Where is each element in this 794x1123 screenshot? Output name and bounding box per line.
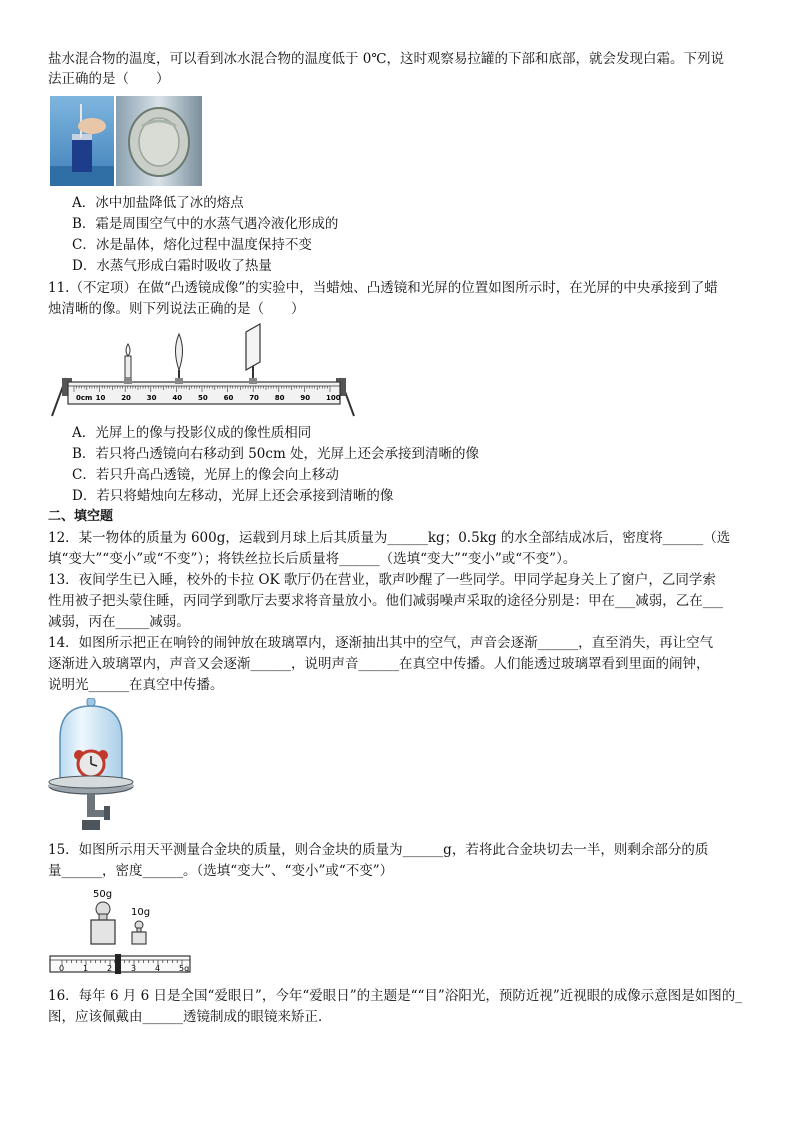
- scale-label: 4: [155, 964, 161, 973]
- ruler-label: 10: [95, 394, 106, 402]
- ruler-label: 30: [146, 394, 157, 402]
- ruler-label: 20: [121, 394, 131, 402]
- balance-weights-figure: [48, 884, 196, 976]
- q14-text-line1: 14．如图所示把正在响铃的闹钟放在玻璃罩内，逐渐抽出其中的空气，声音会逐渐______，直至消失，再让空气: [48, 635, 714, 651]
- q11-text-line2: 烛清晰的像。则下列说法正确的是（ ）: [48, 301, 305, 317]
- ruler-label: 40: [172, 394, 183, 402]
- section-fill-in-blank: 二、填空题: [48, 509, 114, 524]
- q15-text-line2: 量______，密度______。（选填“变大”、“变小”或“不变”）: [48, 863, 394, 879]
- q10-option-a: A．冰中加盐降低了冰的熔点: [72, 195, 244, 211]
- q10-text-line1: 盐水混合物的温度，可以看到冰水混合物的温度低于 0℃，这时观察易拉罐的下部和底部，就会发现白霜。下列说: [48, 51, 724, 67]
- light-screen: [246, 324, 260, 384]
- q11-option-a: A．光屏上的像与投影仪成的像性质相同: [72, 425, 312, 441]
- scale-label: 0: [59, 964, 65, 973]
- q11-option-b: B．若只将凸透镜向右移动到 50cm 处，光屏上还会承接到清晰的像: [72, 446, 480, 462]
- can-frost-photos: [50, 96, 202, 186]
- weight-50g: [91, 902, 115, 944]
- q11-option-c: C．若只升高凸透镜，光屏上的像会向上移动: [72, 467, 339, 483]
- ruler-label: 70: [249, 394, 259, 402]
- weight-10g: [132, 921, 146, 944]
- q13-text-line2: 性用被子把头蒙住睡，丙同学到歌厅去要求将音量放小。他们减弱噪声采取的途径分别是：甲在___减弱，乙在___: [48, 593, 723, 609]
- ruler-label: 60: [223, 394, 234, 402]
- optical-bench-figure: [48, 320, 360, 420]
- q10-option-d: D．水蒸气形成白霜时吸收了热量: [72, 258, 272, 274]
- scale-label: 5g: [179, 964, 190, 973]
- q10-text-line2: 法正确的是（ ）: [48, 71, 170, 87]
- bell-jar-alarm-figure: [46, 698, 136, 836]
- ruler-label: 90: [300, 394, 311, 402]
- scale-label: 1: [83, 964, 89, 973]
- candle: [124, 344, 132, 384]
- q13-text-line1: 13．夜间学生已入睡，校外的卡拉 OK 歌厅仍在营业，歌声吵醒了一些同学。甲同学起身关上了窗户，乙同学索: [48, 572, 716, 588]
- q14-text-line3: 说明光______在真空中传播。: [48, 677, 224, 693]
- convex-lens: [175, 334, 183, 384]
- ruler-label: 0cm: [76, 394, 93, 402]
- q13-text-line3: 减弱，丙在_____减弱。: [48, 614, 190, 630]
- q11-option-d: D．若只将蜡烛向左移动，光屏上还会承接到清晰的像: [72, 488, 394, 504]
- rider: [115, 954, 121, 974]
- q16-text-line2: 图，应该佩戴由______透镜制成的眼镜来矫正．: [48, 1009, 332, 1025]
- scale-label: 3: [131, 964, 137, 973]
- ruler-label: 100: [326, 394, 341, 402]
- q10-option-b: B．霜是周围空气中的水蒸气遇冷液化形成的: [72, 216, 339, 232]
- q15-text-line1: 15．如图所示用天平测量合金块的质量，则合金块的质量为______g，若将此合金块切去一半，则剩余部分的质: [48, 842, 709, 858]
- ruler-label: 50: [198, 394, 208, 402]
- weight-50g-label: 50g: [93, 889, 113, 900]
- q11-text-line1: 11.（不定项）在做“凸透镜成像”的实验中，当蜡烛、凸透镜和光屏的位置如图所示时，在光屏的中央承接到了蜡: [48, 280, 718, 296]
- q12-text-line1: 12．某一物体的质量为 600g，运载到月球上后其质量为______kg；0.5kg 的水全部结成冰后，密度将______（选: [48, 530, 731, 546]
- q12-text-line2: 填“变大”“变小”或“不变”）；将铁丝拉长后质量将______（选填“变大”“变小”或“不变”）。: [48, 551, 577, 567]
- ruler-label: 80: [274, 394, 285, 402]
- scale-label: 2: [107, 964, 113, 973]
- q14-text-line2: 逐渐进入玻璃罩内，声音又会逐渐______，说明声音______在真空中传播。人们能透过玻璃罩看到里面的闹钟，: [48, 656, 710, 672]
- weight-10g-label: 10g: [131, 907, 151, 918]
- q10-option-c: C．冰是晶体，熔化过程中温度保持不变: [72, 237, 312, 253]
- q16-text-line1: 16．每年 6 月 6 日是全国“爱眼日”，今年“爱眼日”的主题是““目”浴阳光，预防近视”近视眼的成像示意图是如图的_: [48, 988, 742, 1004]
